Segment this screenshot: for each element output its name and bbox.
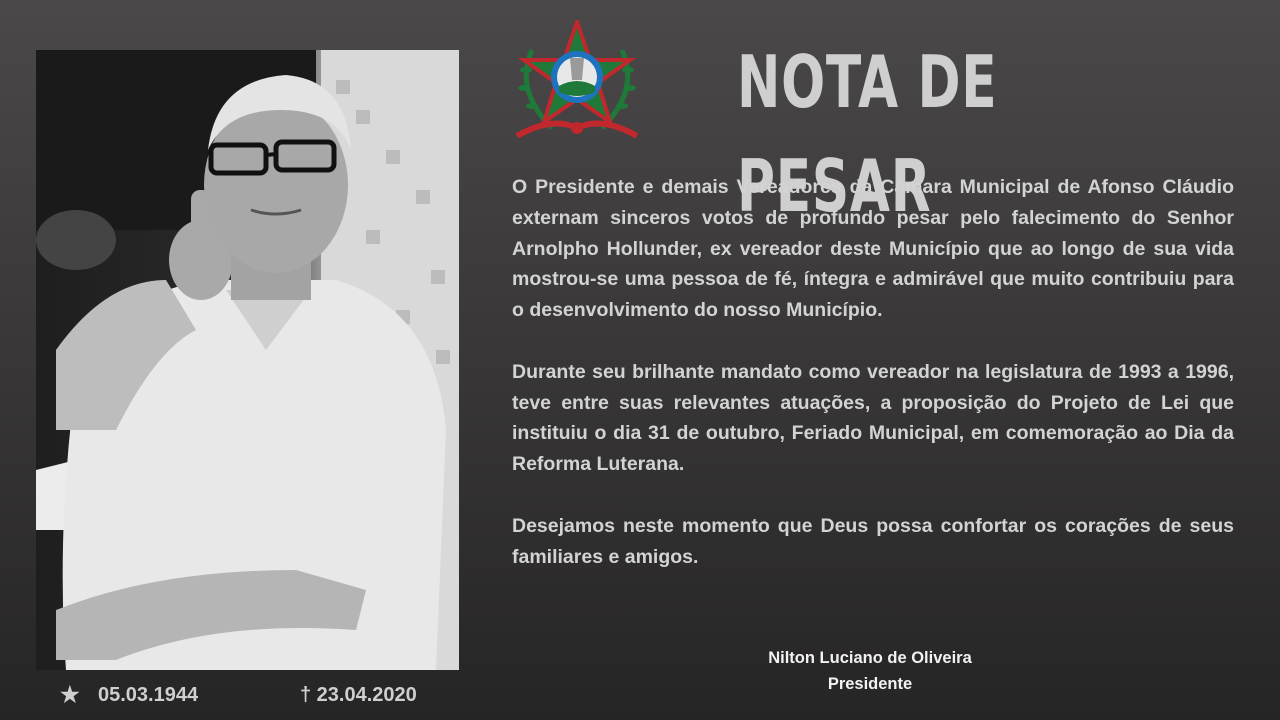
- signature-block: [730, 645, 1010, 697]
- death-date: † 23.04.2020: [300, 684, 417, 706]
- paragraph-3: Desejamos neste momento que Deus possa confortar os corações de seus familiares e amigos.: [512, 514, 1234, 568]
- page-title: NOTA DE PESAR: [737, 40, 998, 228]
- paragraph-2: Durante seu brilhante mandato como vereador na legislatura de 1993 a 1996, teve entre suas relevantes atuações, a proposição do Projeto de Lei que instituiu o dia 31 de outubro, Feriado Municipal, em comemoração ao Dia da Reforma Luterana.: [512, 360, 1234, 476]
- municipal-crest-icon: [512, 20, 642, 144]
- star-icon: ★: [60, 682, 80, 707]
- paragraph-1: O Presidente e demais Vereadores da Câmara Municipal de Afonso Cláudio externam sinceros votos de profundo pesar pelo falecimento do Senhor Arnolpho Hollunder, ex vereador deste Município que ao longo de sua vida mostrou-se uma pessoa de fé, íntegra e admirável que muito contribuiu para o desenvolvimento do nosso Município.: [512, 176, 1234, 322]
- portrait-photo: [36, 50, 459, 670]
- signature-name: Nilton Luciano de Oliveira: [768, 649, 972, 667]
- birth-date: 05.03.1944: [98, 684, 199, 706]
- signature-role: Presidente: [827, 675, 913, 693]
- condolence-message: [512, 172, 1234, 572]
